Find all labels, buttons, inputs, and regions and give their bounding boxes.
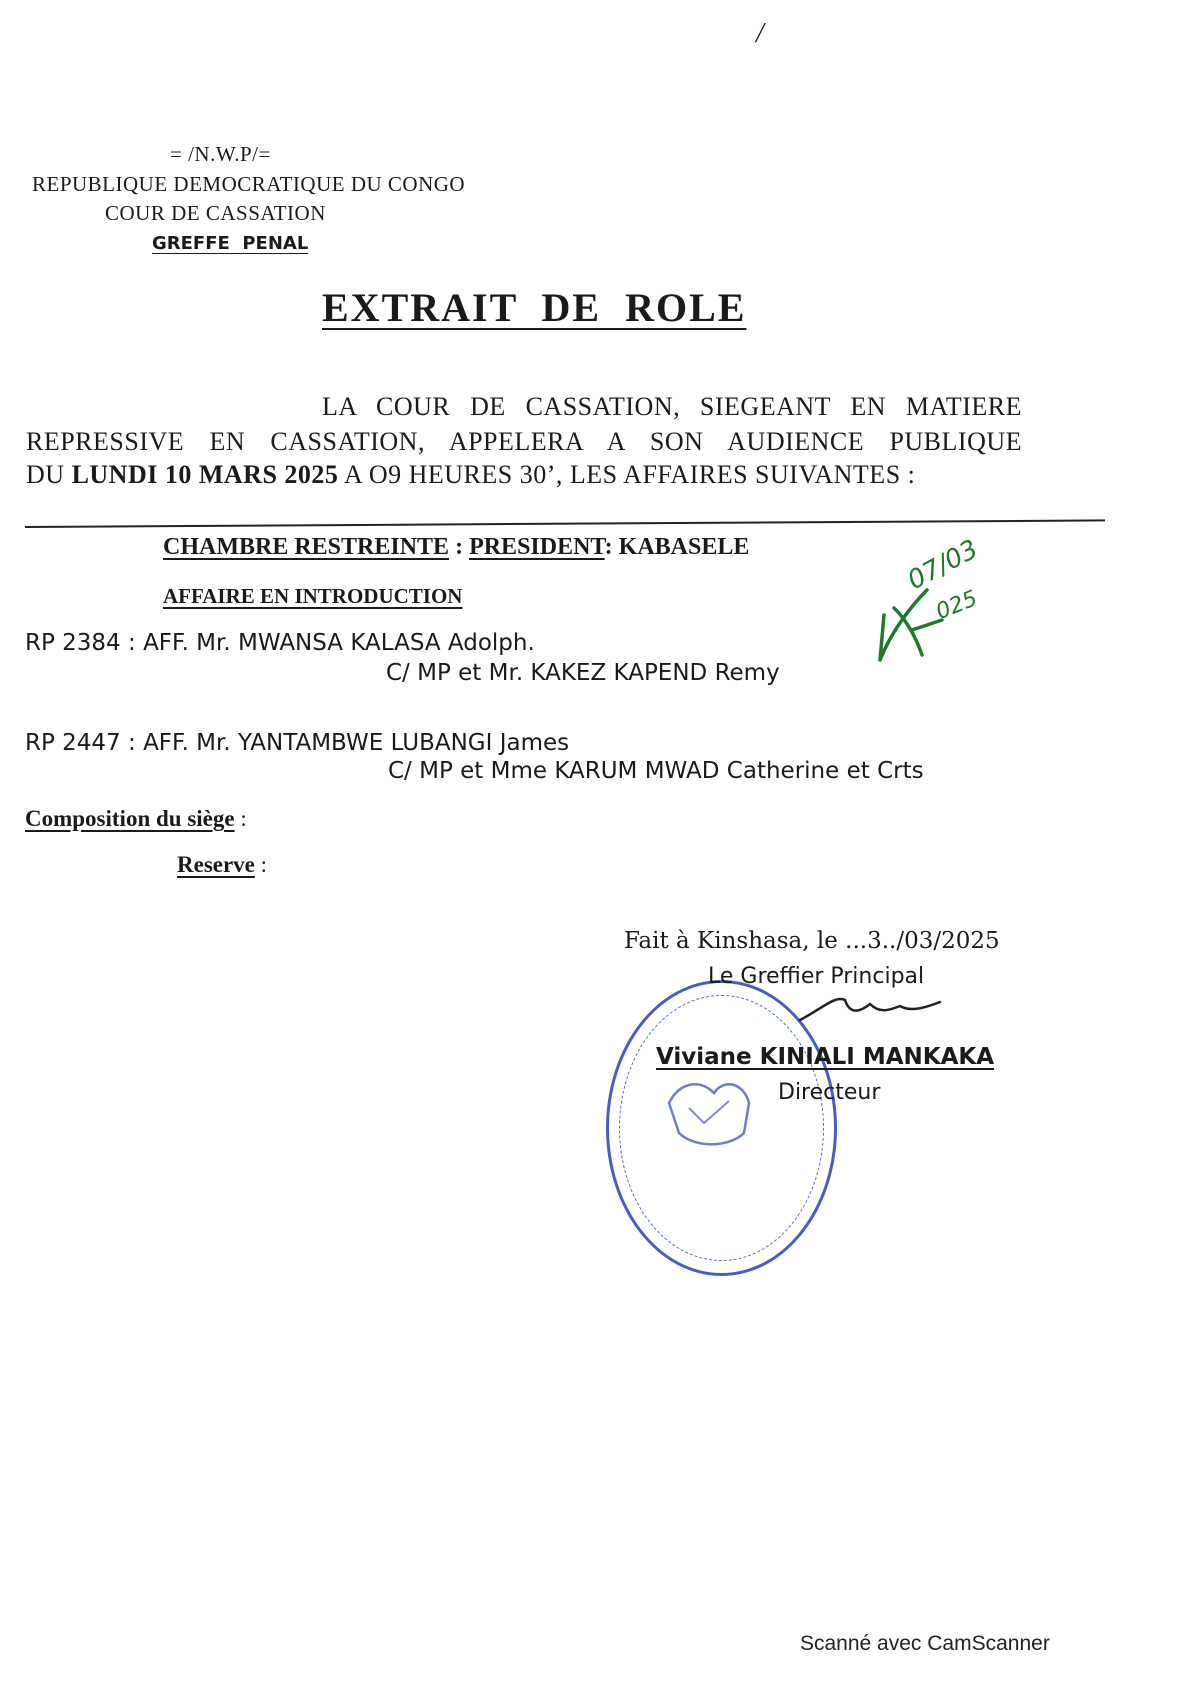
composition-label: Composition du siège	[25, 806, 235, 831]
chamber-label: CHAMBRE RESTREINTE	[163, 534, 450, 560]
intro-line-2	[26, 427, 1022, 457]
chamber-sep: :	[449, 534, 470, 560]
signatory-role: Le Greffier Principal	[708, 964, 925, 989]
place-date: Fait à Kinshasa, le ...3../03/2025	[624, 928, 1000, 954]
handwritten-line-1: 07/03	[902, 534, 984, 596]
header-ref: = /N.W.P/=	[170, 142, 271, 166]
composition-colon: :	[234, 806, 247, 831]
case-2-against: C/ MP et Mme KARUM MWAD Catherine et Crts	[388, 758, 924, 784]
signatory-title: Directeur	[778, 1080, 881, 1105]
intro-line-1-text: LA COUR DE CASSATION, SIEGEANT EN MATIERE	[322, 392, 1022, 421]
section-title: AFFAIRE EN INTRODUCTION	[163, 584, 463, 608]
scanner-watermark: Scanné avec CamScanner	[800, 1632, 1050, 1655]
intro-line-1	[322, 392, 1022, 422]
president-label: PRESIDENT	[469, 534, 605, 560]
header-country: REPUBLIQUE DEMOCRATIQUE DU CONGO	[32, 172, 466, 196]
hearing-date: LUNDI 10 MARS 2025	[71, 460, 339, 489]
intro-prefix: DU	[26, 460, 65, 489]
case-1-against: C/ MP et Mr. KAKEZ KAPEND Remy	[386, 660, 780, 686]
case-2-number: RP 2447 : AFF. Mr. YANTAMBWE LUBANGI James	[25, 730, 570, 756]
handwritten-date-note	[872, 534, 1017, 670]
handwritten-line-2: 025	[932, 586, 981, 625]
header-court: COUR DE CASSATION	[105, 201, 326, 225]
signatory-name: Viviane KINIALI MANKAKA	[656, 1044, 995, 1070]
composition-line	[25, 806, 247, 832]
president-name: : KABASELE	[604, 534, 750, 560]
intro-line-2-text: REPRESSIVE EN CASSATION, APPELERA A SON AUDIENCE PUBLIQUE	[26, 427, 1022, 456]
case-1-number: RP 2384 : AFF. Mr. MWANSA KALASA Adolph.	[25, 630, 535, 656]
chamber-line	[163, 534, 749, 561]
document-title: EXTRAIT DE ROLE	[322, 285, 747, 330]
intro-line-3	[26, 460, 915, 490]
horizontal-rule	[25, 519, 1105, 528]
reserve-label: Reserve	[177, 852, 255, 877]
intro-suffix: A O9 HEURES 30’, LES AFFAIRES SUIVANTES :	[343, 460, 916, 489]
scan-mark: /	[756, 18, 764, 49]
reserve-colon: :	[254, 852, 268, 877]
header-office: GREFFE PENAL	[152, 233, 309, 254]
handwritten-signature-icon	[790, 990, 950, 1030]
reserve-line	[177, 852, 267, 878]
